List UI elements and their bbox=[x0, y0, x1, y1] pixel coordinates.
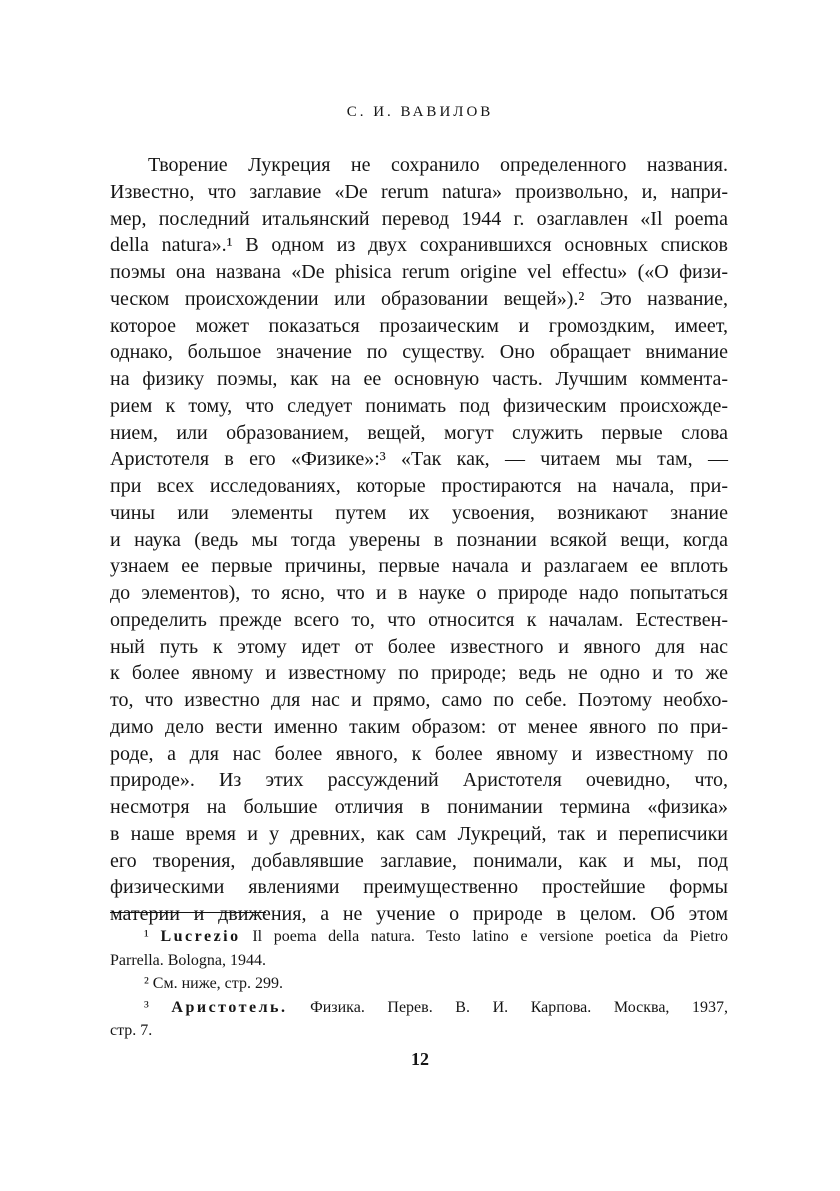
footnote-text: Физика. Перев. В. И. Карпова. Москва, 1937, bbox=[310, 998, 729, 1016]
footnote-1 bbox=[110, 925, 728, 949]
footnote-author: Lucrezio bbox=[160, 928, 241, 945]
text-line: Известно, что заглавие «De rerum natura» произвольно, и, напри- bbox=[110, 180, 728, 203]
footnote-marker: ¹ bbox=[144, 928, 149, 945]
text-line: ческом происхождении или образовании вещей»).² Это название, bbox=[110, 287, 728, 310]
text-line: чины или элементы путем их усвоения, возникают знание bbox=[110, 501, 728, 524]
text-line: Аристотеля в его «Физике»:³ «Так как, — читаем мы там, — bbox=[110, 448, 728, 471]
text-line: на физику поэмы, как на ее основную часть. Лучшим коммента- bbox=[110, 368, 728, 390]
text-line: определить прежде всего то, что относится к началам. Естествен- bbox=[110, 608, 728, 631]
text-line: и наука (ведь мы тогда уверены в познании всякой вещи, когда bbox=[110, 528, 728, 551]
text-line: его творения, добавлявшие заглавие, понимали, как и мы, под bbox=[110, 849, 728, 872]
text-line: природе». Из этих рассуждений Аристотеля очевидно, что, bbox=[110, 769, 728, 792]
text-line: ный путь к этому идет от более известного и явного для нас bbox=[110, 635, 728, 658]
text-line: однако, большое значение по существу. Оно обращает внимание bbox=[110, 341, 728, 364]
footnote-2: ² См. ниже, стр. 299. bbox=[144, 975, 283, 992]
text-line: узнаем ее первые причины, первые начала и разлагаем ее вплоть bbox=[110, 555, 728, 578]
text-line: Творение Лукреция не сохранило определенного названия. bbox=[148, 154, 728, 176]
footnote-author: Аристотель. bbox=[171, 998, 288, 1016]
text-line: до элементов), то ясно, что и в науке о природе надо попытаться bbox=[110, 582, 728, 604]
text-line: которое может показаться прозаическим и громоздким, имеет, bbox=[110, 314, 728, 337]
text-line: димо дело вести именно таким образом: от менее явного по при- bbox=[110, 715, 728, 738]
text-line: материи и движения, а не учение о природе в целом. Об этом bbox=[110, 903, 728, 925]
text-line: в наше время и у древних, как сам Лукреций, так и переписчики bbox=[110, 822, 728, 845]
text-line: рием к тому, что следует понимать под физическим происхожде- bbox=[110, 394, 728, 417]
text-line: несмотря на большие отличия в понимании термина «физика» bbox=[110, 796, 728, 818]
footnotes bbox=[110, 925, 728, 1043]
footnote-marker: ³ bbox=[144, 998, 149, 1016]
running-head: С. И. ВАВИЛОВ bbox=[346, 104, 494, 120]
footnote-3 bbox=[110, 996, 728, 1020]
text-line: при всех исследованиях, которые простираются на начала, при- bbox=[110, 475, 728, 497]
text-line: к более явному и известному по природе; ведь не одно и то же bbox=[110, 662, 728, 685]
footnote-3-continued: стр. 7. bbox=[110, 1022, 153, 1039]
text-line: поэмы она названа «De phisica rerum origine vel effectu» («О физи- bbox=[110, 261, 728, 283]
text-line: мер, последний итальянский перевод 1944 г. озаглавлен «Il poema bbox=[110, 207, 728, 230]
text-line: нием, или образованием, вещей, могут служить первые слова bbox=[110, 421, 728, 444]
footnote-rule bbox=[110, 912, 266, 913]
footnote-1-continued: Parrella. Bologna, 1944. bbox=[110, 951, 266, 969]
text-line: della natura».¹ В одном из двух сохранившихся основных списков bbox=[110, 234, 728, 257]
text-line: то, что известно для нас и прямо, само по себе. Поэтому необхо- bbox=[110, 689, 728, 711]
main-text bbox=[110, 152, 728, 928]
text-line: роде, а для нас более явного, к более явному и известному по bbox=[110, 742, 728, 765]
text-line: физическими явлениями преимущественно простейшие формы bbox=[110, 876, 728, 899]
footnote-text: Il poema della natura. Testo latino e versione poetica da Pietro bbox=[252, 928, 729, 945]
page-number: 12 bbox=[411, 1049, 429, 1069]
